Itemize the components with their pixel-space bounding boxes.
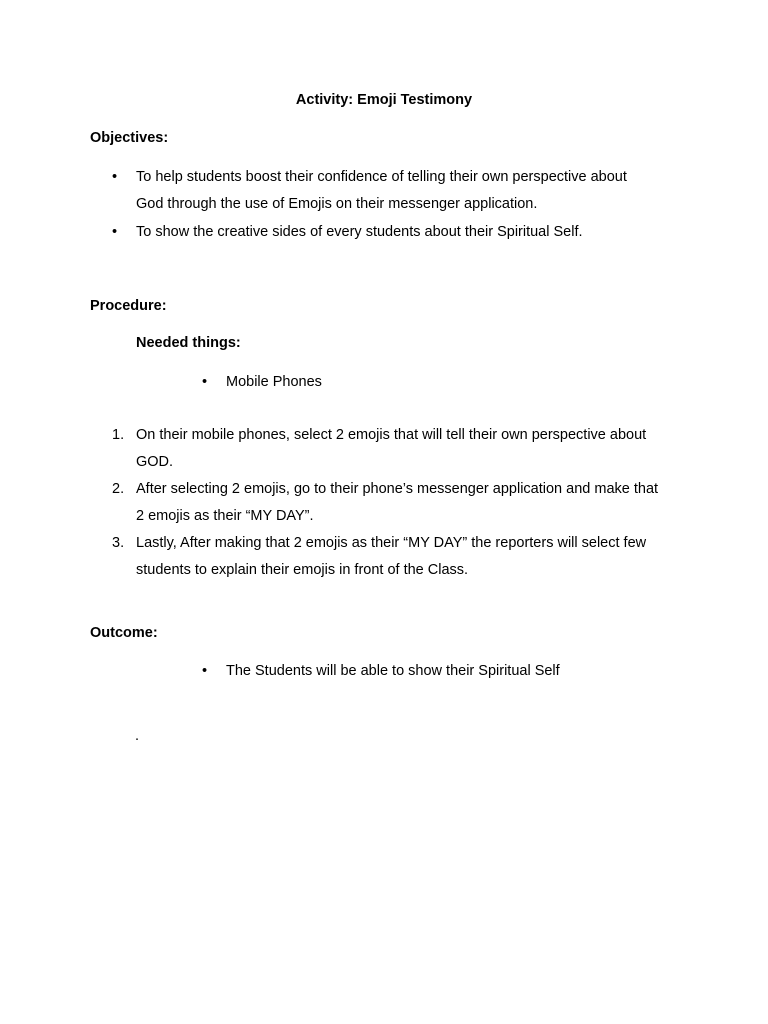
procedure-heading: Procedure: xyxy=(90,298,167,314)
bullet-icon: • xyxy=(202,374,208,390)
bullet-icon: • xyxy=(202,663,208,679)
step-number: 3. xyxy=(112,535,125,551)
outcome-heading: Outcome: xyxy=(90,625,158,641)
objectives-heading: Objectives: xyxy=(90,130,169,146)
step-line: 2 emojis as their “MY DAY”. xyxy=(136,508,314,524)
bullet-icon: • xyxy=(112,169,118,185)
step-number: 1. xyxy=(112,427,125,443)
page-title: Activity: Emoji Testimony xyxy=(295,92,473,108)
step-line: GOD. xyxy=(136,454,174,470)
step-line: students to explain their emojis in front of the Class. xyxy=(136,562,469,578)
step-line: Lastly, After making that 2 emojis as their “MY DAY” the reporters will select few xyxy=(136,535,647,551)
needed-things-heading: Needed things: xyxy=(136,335,241,351)
step-line: After selecting 2 emojis, go to their phone’s messenger application and make that xyxy=(136,481,659,497)
bullet-icon: • xyxy=(112,224,118,240)
objective-line: To show the creative sides of every students about their Spiritual Self. xyxy=(136,224,583,240)
trailing-period: . xyxy=(135,728,140,744)
objective-line: To help students boost their confidence of telling their own perspective about xyxy=(136,169,627,185)
needed-thing-text: Mobile Phones xyxy=(226,374,322,390)
outcome-text: The Students will be able to show their Spiritual Self xyxy=(226,663,560,679)
objective-line: God through the use of Emojis on their messenger application. xyxy=(136,196,538,212)
step-line: On their mobile phones, select 2 emojis that will tell their own perspective about xyxy=(136,427,647,443)
step-number: 2. xyxy=(112,481,125,497)
